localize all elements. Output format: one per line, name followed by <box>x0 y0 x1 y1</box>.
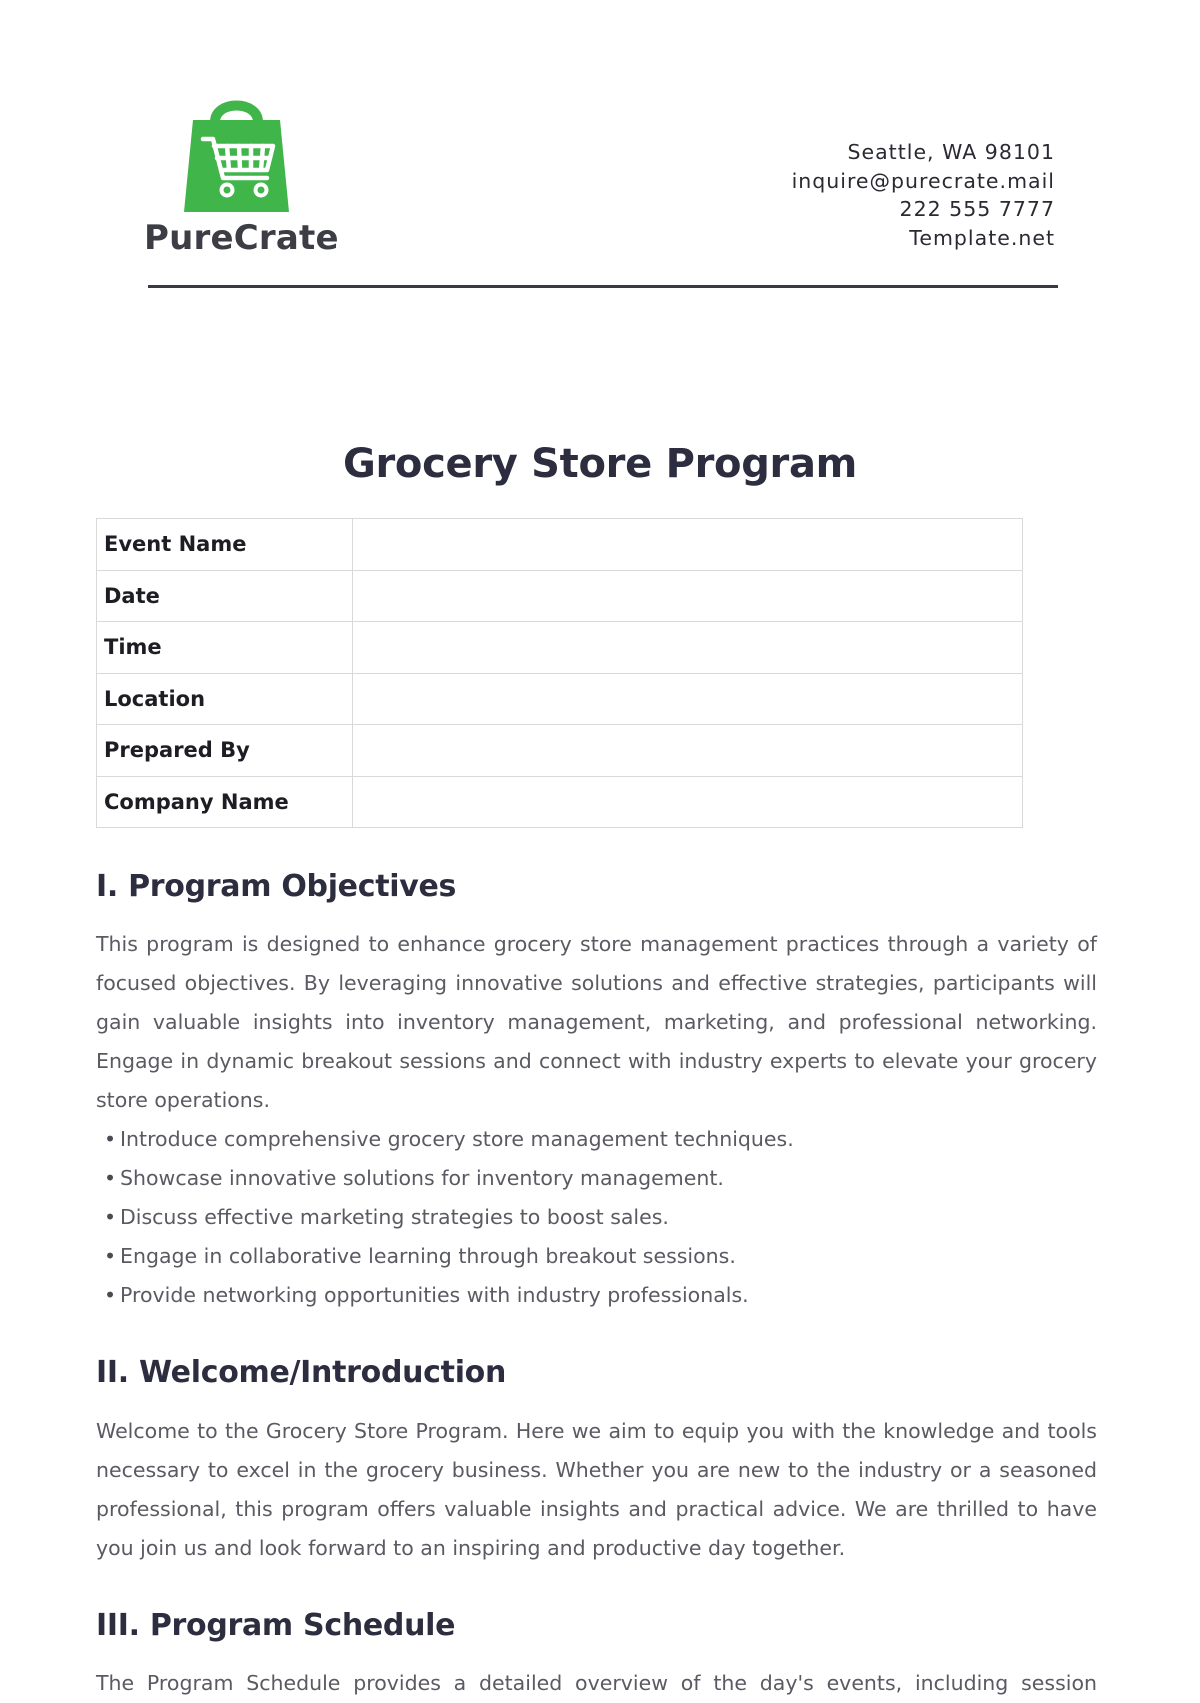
contact-phone: 222 555 7777 <box>899 197 1055 221</box>
table-row <box>97 776 1023 828</box>
contact-email[interactable]: inquire@purecrate.mail <box>791 168 1055 193</box>
shopping-bag-cart-icon <box>179 92 294 214</box>
event-name-value[interactable] <box>353 519 1023 571</box>
table-row <box>97 519 1023 571</box>
table-row <box>97 725 1023 777</box>
event-name-label: Event Name <box>97 519 353 571</box>
list-item: • Showcase innovative solutions for inventory management. <box>104 1166 724 1190</box>
objectives-list <box>96 1120 1096 1315</box>
table-row <box>97 570 1023 622</box>
schedule-heading: III. Program Schedule <box>96 1608 456 1643</box>
date-value[interactable] <box>353 570 1023 622</box>
table-row <box>97 622 1023 674</box>
objective-text: Engage in collaborative learning through breakout sessions. <box>120 1244 736 1268</box>
location-value[interactable] <box>353 673 1023 725</box>
time-label: Time <box>97 622 353 674</box>
objectives-heading: I. Program Objectives <box>96 869 457 904</box>
objectives-paragraph: This program is designed to enhance grocery store management practices through a variety of focused objectives. By leveraging innovative solutions and effective strategies, participants will gain valuable insights into inventory management, marketing, and professional networking. Engage in dynamic breakout sessions and connect with industry experts to elevate your grocery store operations. <box>96 932 1097 1112</box>
list-item: • Discuss effective marketing strategies to boost sales. <box>104 1205 669 1229</box>
company-name-value[interactable] <box>353 776 1023 828</box>
contact-website[interactable]: Template.net <box>909 225 1055 250</box>
location-label: Location <box>97 673 353 725</box>
list-item: • Engage in collaborative learning through breakout sessions. <box>104 1244 736 1268</box>
company-name-label: Company Name <box>97 776 353 828</box>
welcome-paragraph: Welcome to the Grocery Store Program. Here we aim to equip you with the knowledge and tools necessary to excel in the grocery business. Whether you are new to the industry or a seasoned professional, this program offers valuable insights and practical advice. We are thrilled to have you join us and look forward to an inspiring and productive day together. <box>96 1419 1097 1560</box>
prepared-by-value[interactable] <box>353 725 1023 777</box>
objective-text: Provide networking opportunities with industry professionals. <box>120 1283 749 1307</box>
schedule-paragraph: The Program Schedule provides a detailed overview of the day's events, including session <box>96 1671 1097 1695</box>
objective-text: Showcase innovative solutions for inventory management. <box>120 1166 724 1190</box>
date-label: Date <box>97 570 353 622</box>
event-info-table <box>96 518 1023 828</box>
time-value[interactable] <box>353 622 1023 674</box>
brand-logo <box>144 92 339 262</box>
objective-text: Introduce comprehensive grocery store management techniques. <box>120 1127 794 1151</box>
list-item: • Introduce comprehensive grocery store management techniques. <box>104 1127 794 1151</box>
table-row <box>97 673 1023 725</box>
contact-block <box>792 138 1055 252</box>
welcome-heading: II. Welcome/Introduction <box>96 1355 507 1390</box>
objective-text: Discuss effective marketing strategies to boost sales. <box>120 1205 669 1229</box>
list-item: • Provide networking opportunities with industry professionals. <box>104 1283 749 1307</box>
brand-name: PureCrate <box>144 218 339 258</box>
page-title: Grocery Store Program <box>342 441 858 487</box>
header-divider <box>148 285 1058 288</box>
contact-address: Seattle, WA 98101 <box>847 140 1055 164</box>
prepared-by-label: Prepared By <box>97 725 353 777</box>
